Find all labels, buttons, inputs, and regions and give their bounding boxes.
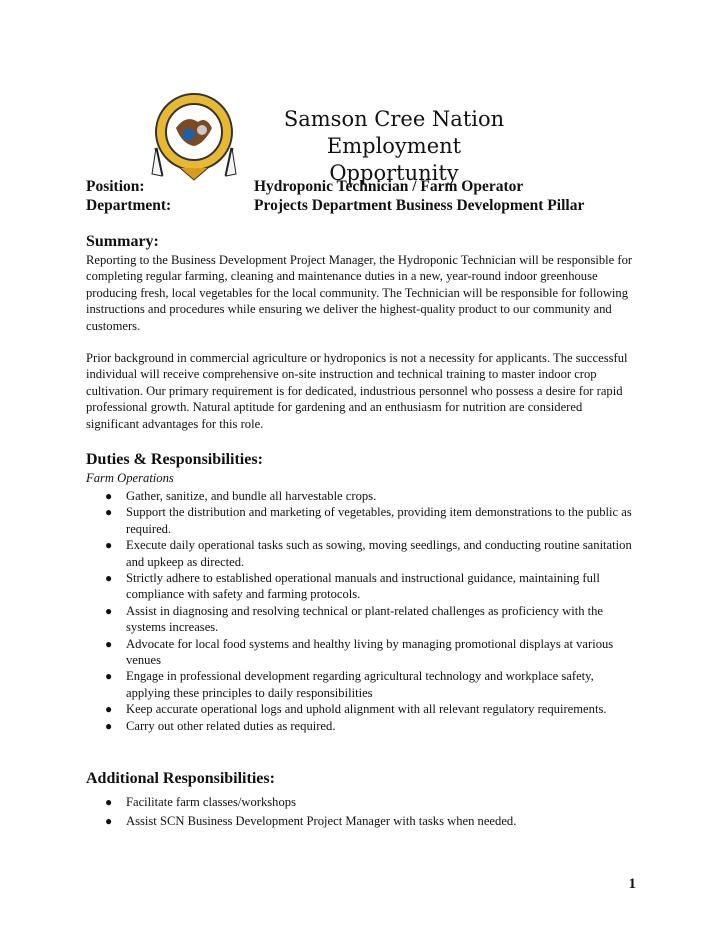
bullet-icon: ●	[105, 538, 113, 553]
list-item: ● Engage in professional development regarding agricultural technology and workplace safety, applying these principles to daily responsibilities	[105, 669, 594, 700]
farm-operations-subheading: Farm Operations	[86, 471, 174, 485]
bullet-icon: ●	[105, 505, 113, 520]
list-item: ● Gather, sanitize, and bundle all harvestable crops.	[105, 489, 377, 503]
duties-heading: Duties & Responsibilities:	[86, 451, 263, 468]
list-item: ● Assist in diagnosing and resolving technical or plant-related challenges as proficiency with the systems increases.	[105, 603, 604, 635]
summary-heading: Summary:	[86, 233, 159, 250]
list-item: ● Assist SCN Business Development Project Manager with tasks when needed.	[105, 814, 517, 829]
additional-list	[104, 794, 634, 830]
list-item: ● Strictly adhere to established operational manuals and instructional guidance, maintaining full compliance with safety and farming protocols.	[105, 571, 600, 602]
summary-paragraph-1: Reporting to the Business Development Project Manager, the Hydroponic Technician will be responsible for completing regular farming, cleaning and maintenance duties in a new, year-round indoor greenhouse producing fresh, local vegetables for the local community. The Technician will be responsible for following instructions and procedures while ensuring we deliver the highest-quality product to our community and customers.	[86, 253, 633, 333]
department-value: Projects Department Business Development Pillar	[254, 197, 585, 214]
page-number: 1	[628, 876, 636, 892]
samson-cree-nation-logo	[146, 88, 242, 184]
list-item: ● Carry out other related duties as required.	[105, 718, 336, 733]
bullet-icon: ●	[105, 718, 113, 733]
org-name: Samson Cree Nation	[283, 107, 505, 131]
additional-heading: Additional Responsibilities:	[86, 770, 275, 787]
summary-paragraph-2: Prior background in commercial agriculture or hydroponics is not a necessity for applicants. The successful individual will receive comprehensive on-site instruction and technical training to master indoor crop cultivation. Our primary requirement is for dedicated, industrious personnel who possess a desire for rapid professional growth. Natural aptitude for gardening and an enthusiasm for nutrition are considered significant advantages for this role.	[86, 351, 628, 431]
position-label: Position:	[86, 178, 145, 195]
bullet-icon: ●	[105, 636, 113, 651]
department-label: Department:	[86, 197, 172, 214]
list-item: ● Keep accurate operational logs and uphold alignment with all relevant regulatory requirements.	[105, 702, 607, 717]
bullet-icon: ●	[105, 702, 113, 717]
doc-title: Employment Opportunity	[326, 134, 462, 185]
list-item: ● Facilitate farm classes/workshops	[105, 795, 296, 809]
list-item: ● Support the distribution and marketing of vegetables, providing item demonstrations to the public as required.	[105, 505, 632, 536]
bullet-icon: ●	[105, 603, 113, 618]
position-value: Hydroponic Technician / Farm Operator	[254, 178, 524, 195]
duties-list	[104, 488, 634, 734]
bullet-icon: ●	[105, 669, 113, 684]
list-item: ● Execute daily operational tasks such as sowing, moving seedlings, and conducting routine sanitation and upkeep as directed.	[105, 538, 632, 569]
bullet-icon: ●	[105, 814, 113, 829]
bullet-icon: ●	[105, 489, 113, 503]
org-header	[262, 106, 526, 187]
bullet-icon: ●	[105, 571, 113, 586]
bullet-icon: ●	[105, 795, 113, 809]
list-item: ● Advocate for local food systems and healthy living by managing promotional displays at various venues	[105, 636, 614, 668]
